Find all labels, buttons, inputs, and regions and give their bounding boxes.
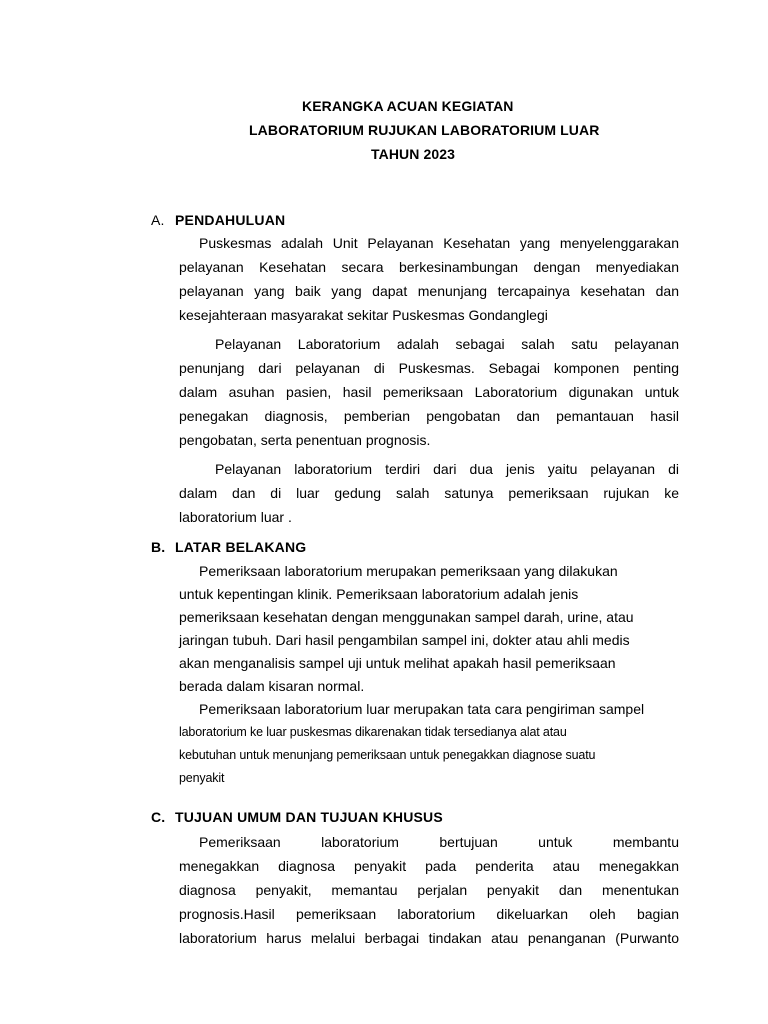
text-line: penegakan diagnosis, pemberian pengobatan dan pemantauan hasil xyxy=(179,408,679,424)
text-line: Pelayanan laboratorium terdiri dari dua jenis yaitu pelayanan di xyxy=(215,461,679,477)
text-line: pelayanan Kesehatan secara berkesinambungan dengan menyediakan xyxy=(179,259,679,275)
text-line: penyakit xyxy=(179,771,225,785)
document-title-line-1: KERANGKA ACUAN KEGIATAN xyxy=(302,98,514,114)
section-a-paragraph-3 xyxy=(179,457,679,529)
section-title: PENDAHULUAN xyxy=(175,212,286,228)
text-line: penunjang dari pelayanan di Puskesmas. Sebagai komponen penting xyxy=(179,360,679,376)
text-line: dalam asuhan pasien, hasil pemeriksaan Laboratorium digunakan untuk xyxy=(179,384,679,400)
text-line: Pemeriksaan laboratorium luar merupakan tata cara pengiriman sampel xyxy=(199,701,645,717)
text-line: Pemeriksaan laboratorium merupakan pemeriksaan yang dilakukan xyxy=(199,563,618,579)
section-c-paragraph-1 xyxy=(179,830,679,950)
section-a-paragraph-2 xyxy=(179,332,679,452)
text-line: Puskesmas adalah Unit Pelayanan Kesehatan yang menyelenggarakan xyxy=(199,235,679,251)
text-line: berada dalam kisaran normal. xyxy=(179,678,365,694)
section-title: LATAR BELAKANG xyxy=(175,539,307,555)
section-letter: B. xyxy=(151,539,166,555)
text-line: jaringan tubuh. Dari hasil pengambilan sampel ini, dokter atau ahli medis xyxy=(179,632,630,648)
section-c-heading xyxy=(151,809,443,825)
section-letter: C. xyxy=(151,809,166,825)
section-a-paragraph-1 xyxy=(179,231,679,327)
document-title-line-2: LABORATORIUM RUJUKAN LABORATORIUM LUAR xyxy=(249,122,600,138)
text-line: laboratorium ke luar puskesmas dikarenakan tidak tersedianya alat atau xyxy=(179,725,567,739)
text-line: kesejahteraan masyarakat sekitar Puskesmas Gondanglegi xyxy=(179,307,548,323)
text-line: akan menganalisis sampel uji untuk melihat apakah hasil pemeriksaan xyxy=(179,655,616,671)
section-b-heading xyxy=(151,539,306,555)
text-line: Pelayanan Laboratorium adalah sebagai salah satu pelayanan xyxy=(215,336,679,352)
document-title-line-3: TAHUN 2023 xyxy=(371,146,455,162)
text-line: dalam dan di luar gedung salah satunya pemeriksaan rujukan ke xyxy=(179,485,679,501)
section-letter: A. xyxy=(151,212,165,228)
text-line: menegakkan diagnosa penyakit pada penderita atau menegakkan xyxy=(179,858,679,874)
text-line: Pemeriksaan laboratorium bertujuan untuk membantu xyxy=(199,834,679,850)
section-b-paragraph-2 xyxy=(179,697,679,789)
text-line: untuk kepentingan klinik. Pemeriksaan laboratorium adalah jenis xyxy=(179,586,579,602)
text-line: pemeriksaan kesehatan dengan menggunakan sampel darah, urine, atau xyxy=(179,609,634,625)
section-title: TUJUAN UMUM DAN TUJUAN KHUSUS xyxy=(175,809,443,825)
text-line: diagnosa penyakit, memantau perjalan penyakit dan menentukan xyxy=(179,882,679,898)
text-line: laboratorium luar . xyxy=(179,509,292,525)
text-line: laboratorium harus melalui berbagai tindakan atau penanganan (Purwanto xyxy=(179,930,679,946)
text-line: kebutuhan untuk menunjang pemeriksaan untuk penegakkan diagnose suatu xyxy=(179,748,596,762)
section-b-paragraph-1 xyxy=(179,559,679,697)
section-a-heading xyxy=(151,212,285,228)
text-line: pelayanan yang baik yang dapat menunjang tercapainya kesehatan dan xyxy=(179,283,679,299)
text-line: pengobatan, serta penentuan prognosis. xyxy=(179,432,431,448)
text-line: prognosis.Hasil pemeriksaan laboratorium dikeluarkan oleh bagian xyxy=(179,906,679,922)
